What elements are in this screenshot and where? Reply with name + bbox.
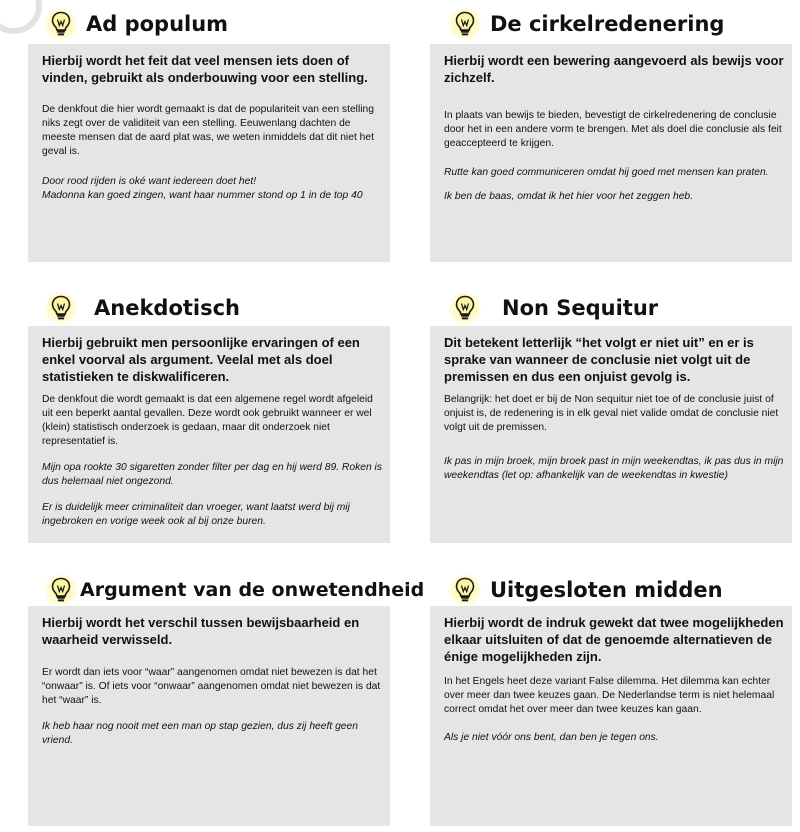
card-lead: Hierbij wordt een bewering aangevoerd als bewijs voor zichzelf.	[444, 53, 784, 85]
card-explanation: De denkfout die wordt gemaakt is dat een algemene regel wordt afgeleid uit een beperkt aantal gevallen. Deze wordt ook gebruikt wanneer er wel (klein) statistisch onderzoek is gedaan, maar dit onderzoek niet representatief is.	[42, 394, 373, 447]
card-explanation: In plaats van bewijs te bieden, bevestigt de cirkelredenering de conclusie door het in een andere vorm te brengen. Met als doel die conclusie als feit geaccepteerd te krijgen.	[444, 110, 782, 149]
card-header	[450, 288, 800, 328]
card-cirkelredenering	[430, 4, 792, 262]
lightbulb-icon	[46, 9, 76, 39]
card-explanation: Belangrijk: het doet er bij de Non sequitur niet toe of de conclusie juist of onjuist is, de redenering is in elk geval niet valide omdat de conclusie niet volgt uit de premissen.	[444, 394, 779, 433]
card-anekdotisch	[28, 288, 390, 543]
card-example: Ik heb haar nog nooit met een man op stap gezien, dus zij heeft geen vriend.	[42, 721, 358, 746]
card-explanation: In het Engels heet deze variant False dilemma. Het dilemma kan echter over meer dan twee keuzes gaan. De Nederlandse term is niet helemaal correct omdat het over meer dan twee keuzes kan gaan.	[444, 676, 775, 715]
card-example: Als je niet vóór ons bent, dan ben je tegen ons.	[444, 732, 659, 743]
card-explanation: Er wordt dan iets voor “waar” aangenomen omdat niet bewezen is dat het “onwaar” is. Of iets voor “onwaar” aangenomen omdat niet bewezen is dat het “waar” is.	[42, 667, 381, 706]
card-header	[46, 4, 408, 44]
card-title: Non Sequitur	[502, 296, 659, 320]
card-title: Argument van de onwetendheid	[80, 579, 425, 601]
card-ad-populum	[28, 4, 390, 262]
card-title: Anekdotisch	[94, 296, 241, 320]
card-lead: Hierbij wordt de indruk gewekt dat twee mogelijkheden elkaar uitsluiten of dat de genoemde alternatieven de énige mogelijkheden zijn.	[444, 615, 784, 664]
card-lead: Hierbij wordt het verschil tussen bewijsbaarheid en waarheid verwisseld.	[42, 615, 360, 647]
card-lead: Dit betekent letterlijk “het volgt er niet uit” en er is sprake van wanneer de conclusie niet volgt uit de premissen en dus een onjuist gevolg is.	[444, 335, 754, 384]
card-body	[430, 606, 792, 826]
card-example: Door rood rijden is oké want iedereen doet het! Madonna kan goed zingen, want haar nummer stond op 1 in de top 40	[42, 176, 363, 201]
lightbulb-icon	[46, 293, 76, 323]
lightbulb-icon	[450, 293, 480, 323]
card-title: De cirkelredenering	[490, 12, 725, 36]
card-explanation: De denkfout die hier wordt gemaakt is dat de populariteit van een stelling niks zegt over de validiteit van een stelling. Eeuwenlang dachten de meeste mensen dat de aard plat was, we weten inmiddels dat dit niet het geval is.	[42, 104, 374, 157]
card-body	[28, 44, 390, 262]
card-example: Rutte kan goed communiceren omdat hij goed met mensen kan praten.	[444, 167, 769, 178]
card-header	[450, 4, 800, 44]
card-non-sequitur	[430, 288, 792, 543]
card-body	[28, 606, 390, 826]
card-body	[430, 44, 792, 262]
card-example: Mijn opa rookte 30 sigaretten zonder filter per dag en hij werd 89. Roken is dus helemaal niet ongezond.	[42, 462, 382, 487]
card-lead: Hierbij wordt het feit dat veel mensen iets doen of vinden, gebruikt als onderbouwing voor een stelling.	[42, 53, 368, 85]
card-header	[46, 570, 425, 610]
card-example: Er is duidelijk meer criminaliteit dan vroeger, want laatst werd bij mij ingebroken en vorige week ook al bij onze buren.	[42, 502, 350, 527]
card-header	[450, 570, 800, 610]
card-lead: Hierbij gebruikt men persoonlijke ervaringen of een enkel voorval als argument. Veelal met als doel statistieken te diskwalificeren.	[42, 335, 360, 384]
card-example: Ik pas in mijn broek, mijn broek past in mijn weekendtas, ik pas dus in mijn weekendtas (let op: afhankelijk van de weekendtas in kwestie)	[444, 456, 784, 481]
card-title: Ad populum	[86, 12, 229, 36]
card-example: Ik ben de baas, omdat ik het hier voor het zeggen heb.	[444, 191, 694, 202]
lightbulb-icon	[46, 575, 76, 605]
lightbulb-icon	[450, 575, 480, 605]
lightbulb-icon	[450, 9, 480, 39]
card-header	[46, 288, 408, 328]
card-onwetendheid	[28, 570, 425, 826]
card-body	[28, 326, 390, 543]
card-title: Uitgesloten midden	[490, 578, 723, 602]
card-body	[430, 326, 792, 543]
card-uitgesloten-midden	[430, 570, 792, 826]
